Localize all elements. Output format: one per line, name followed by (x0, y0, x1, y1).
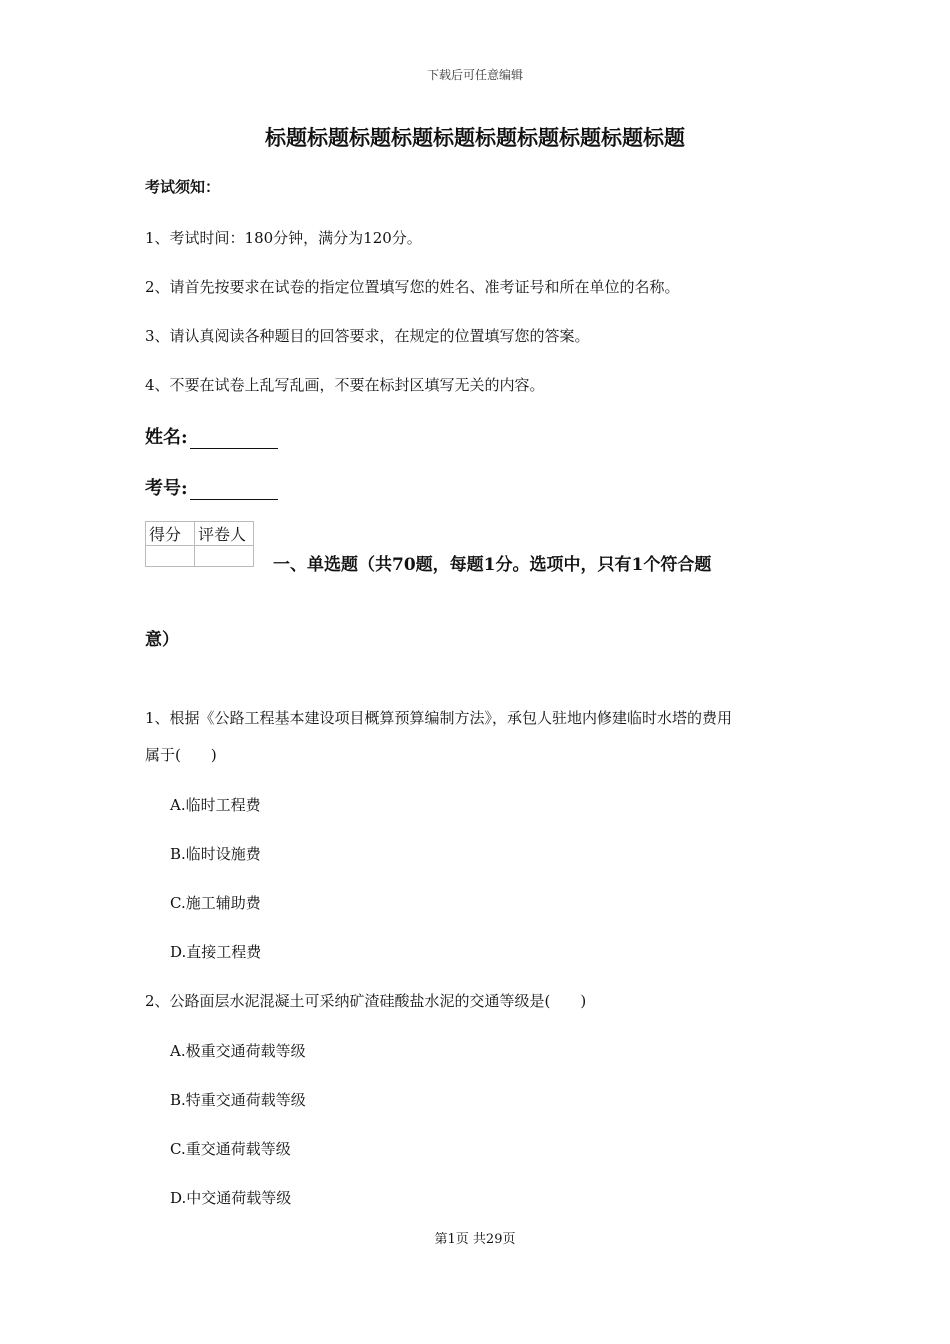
notice-heading: 考试须知： (145, 178, 221, 196)
score-cell (146, 546, 195, 567)
option-b: B.临时设施费 (170, 845, 261, 863)
grader-header: 评卷人 (195, 522, 254, 546)
document-title: 标题标题标题标题标题标题标题标题标题标题 (265, 125, 685, 150)
option-c: C.施工辅助费 (170, 894, 261, 912)
option-d: D.直接工程费 (170, 943, 262, 961)
question-stem-continued: 属于( ) (145, 746, 217, 764)
grader-cell (195, 546, 254, 567)
page-number-footer: 第1页 共29页 (434, 1232, 516, 1247)
question-stem: 2、公路面层水泥混凝土可采纳矿渣硅酸盐水泥的交通等级是( ) (145, 992, 587, 1010)
name-label: 姓名: (145, 427, 188, 448)
name-blank-line[interactable] (190, 430, 278, 449)
question-stem: 1、根据《公路工程基本建设项目概算预算编制方法》，承包人驻地内修建临时水塔的费用 (145, 709, 733, 727)
notice-item: 2、请首先按要求在试卷的指定位置填写您的姓名、准考证号和所在单位的名称。 (145, 278, 680, 296)
score-table (145, 521, 254, 567)
exam-id-label: 考号: (145, 478, 188, 499)
option-b: B.特重交通荷载等级 (170, 1091, 306, 1109)
notice-item: 1、考试时间：180分钟，满分为120分。 (145, 229, 422, 247)
option-a: A.临时工程费 (170, 796, 261, 814)
option-c: C.重交通荷载等级 (170, 1140, 291, 1158)
section-heading: 一、单选题（共70题，每题1分。选项中，只有1个符合题 (273, 555, 712, 575)
editable-note-header: 下载后可任意编辑 (426, 68, 523, 82)
exam-id-field (145, 474, 278, 500)
score-header: 得分 (146, 522, 195, 546)
name-field (145, 423, 278, 449)
exam-id-blank-line[interactable] (190, 481, 278, 500)
option-a: A.极重交通荷载等级 (170, 1042, 306, 1060)
section-heading-continued: 意） (145, 630, 179, 650)
option-d: D.中交通荷载等级 (170, 1189, 292, 1207)
notice-item: 4、不要在试卷上乱写乱画，不要在标封区填写无关的内容。 (145, 376, 545, 394)
notice-item: 3、请认真阅读各种题目的回答要求，在规定的位置填写您的答案。 (145, 327, 590, 345)
